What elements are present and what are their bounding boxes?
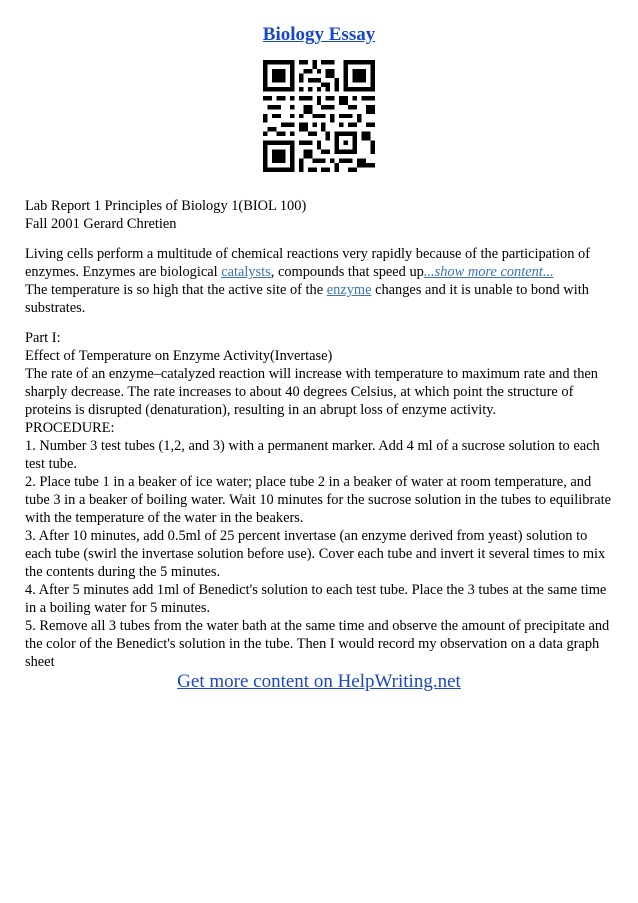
footer-container bbox=[0, 671, 638, 693]
paragraph-2-text-b: changes and it is unable to bond with substrates. bbox=[25, 282, 589, 316]
essay-body bbox=[25, 197, 615, 671]
procedure-step-1: 1. Number 3 test tubes (1,2, and 3) with a permanent marker. Add 4 ml of a sucrose solution to each test tube. bbox=[25, 438, 600, 472]
show-more-link[interactable]: ...show more content... bbox=[423, 264, 554, 280]
procedure-step-3: 3. After 10 minutes, add 0.5ml of 25 percent invertase (an enzyme derived from yeast) solution to each tube (swirl the invertase solution before use). Cover each tube and invert it several times to mix the contents during the 5 minutes. bbox=[25, 528, 606, 580]
paragraph-2 bbox=[25, 281, 615, 317]
part-heading: Part I: bbox=[25, 330, 61, 346]
paragraph-1-text-b: , compounds that speed up bbox=[270, 264, 424, 280]
procedure-step-4: 4. After 5 minutes add 1ml of Benedict's solution to each test tube. Place the 3 tubes at the same time in a boiling water for 5 minutes. bbox=[25, 582, 607, 616]
catalysts-link[interactable]: catalysts bbox=[221, 264, 271, 280]
spacer bbox=[25, 317, 615, 329]
procedure-step-5: 5. Remove all 3 tubes from the water bath at the same time and observe the amount of precipitate and the color of the Benedict's solution in the tube. Then I would record my observation on a data graph sheet bbox=[25, 618, 610, 670]
part-subheading: Effect of Temperature on Enzyme Activity(Invertase) bbox=[25, 348, 333, 364]
paragraph-1 bbox=[25, 245, 615, 281]
intro-line-2: Fall 2001 Gerard Chretien bbox=[25, 216, 177, 232]
paragraph-1-text-a: Living cells perform a multitude of chemical reactions very rapidly because of the participation of enzymes. Enzymes are biological bbox=[25, 246, 591, 280]
procedure-label: PROCEDURE: bbox=[25, 420, 115, 436]
qr-code-icon bbox=[263, 60, 375, 172]
intro-line-1: Lab Report 1 Principles of Biology 1(BIOL 100) bbox=[25, 198, 307, 214]
spacer bbox=[25, 233, 615, 245]
procedure-step-2: 2. Place tube 1 in a beaker of ice water; place tube 2 in a beaker of water at room temperature, and tube 3 in a beaker of boiling water. Wait 10 minutes for the sucrose solution in the tubes to equilibrate with the temperature of the water in the beakers. bbox=[25, 474, 612, 526]
paragraph-2-text-a: The temperature is so high that the active site of the bbox=[25, 282, 327, 298]
part-body: The rate of an enzyme–catalyzed reaction will increase with temperature to maximum rate and then sharply decrease. The rate increases to about 40 degrees Celsius, at which point the structure of proteins is disrupted (denaturation), resulting in an abrupt loss of enzyme activity. bbox=[25, 366, 598, 418]
get-more-content-link[interactable]: Get more content on HelpWriting.net bbox=[177, 671, 461, 692]
enzyme-link[interactable]: enzyme bbox=[326, 282, 372, 298]
page-title-link[interactable]: Biology Essay bbox=[262, 24, 376, 45]
title-container bbox=[0, 24, 638, 46]
